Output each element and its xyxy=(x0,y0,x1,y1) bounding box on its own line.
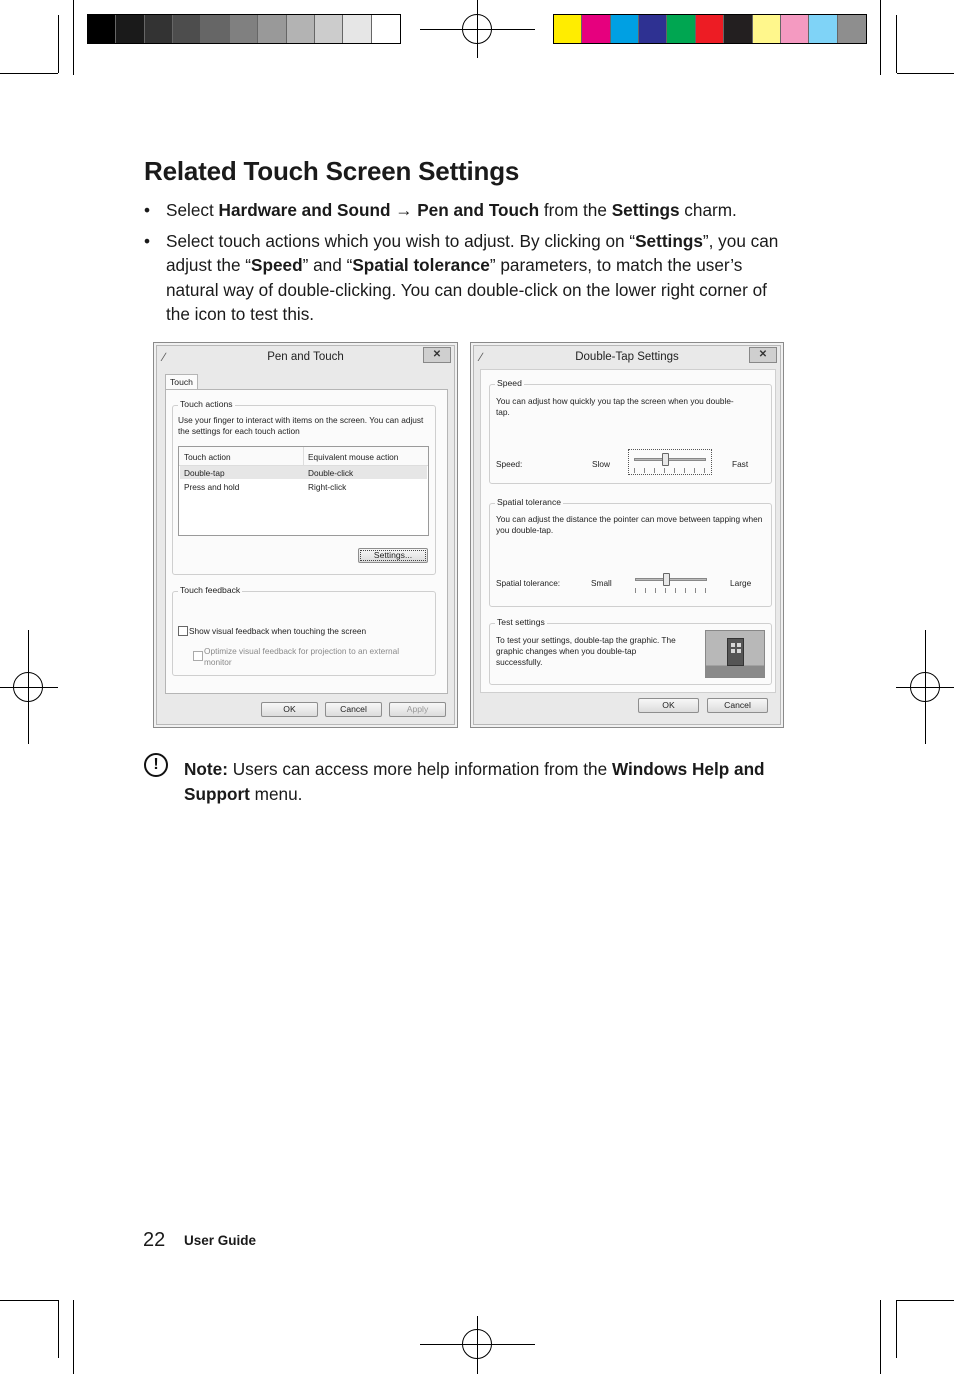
touch-actions-list[interactable] xyxy=(178,446,429,536)
door-window xyxy=(737,643,741,647)
spatial-tolerance-label: Spatial tolerance: xyxy=(496,578,561,588)
touch-actions-group xyxy=(172,399,436,575)
note-bold: Windows Help and Support xyxy=(184,759,765,804)
ok-button[interactable]: OK xyxy=(261,702,318,717)
bullet-list xyxy=(144,198,784,333)
speed-slider-ticks xyxy=(634,468,706,473)
double-tap-settings-window xyxy=(470,342,784,728)
door-window xyxy=(731,649,735,653)
pen-and-touch-window xyxy=(153,342,458,728)
door-window xyxy=(737,649,741,653)
color-swatch xyxy=(230,15,258,43)
color-swatch xyxy=(696,15,724,43)
test-settings-group xyxy=(489,617,772,685)
apply-button[interactable]: Apply xyxy=(389,702,446,717)
grayscale-color-bar xyxy=(87,14,401,44)
color-swatch xyxy=(287,15,315,43)
test-description: To test your settings, double-tap the graphic. The graphic changes when you double-tap successfully. xyxy=(496,635,676,667)
color-swatch xyxy=(343,15,371,43)
note-text xyxy=(184,757,784,807)
color-swatch xyxy=(838,15,866,43)
column-header[interactable]: Equivalent mouse action xyxy=(308,452,399,462)
color-swatch xyxy=(173,15,201,43)
group-label: Test settings xyxy=(497,617,545,627)
footer-label: User Guide xyxy=(184,1233,257,1248)
color-swatch xyxy=(201,15,229,43)
note-label: Note: xyxy=(184,759,228,779)
page-title: Related Touch Screen Settings xyxy=(144,156,520,186)
color-swatch xyxy=(582,15,610,43)
bullet-text: ” parameters, to match the user’s natural way of double-clicking. You can double-click on the lower right corner of the icon to test this. xyxy=(166,255,767,325)
spatial-max-label: Large xyxy=(730,578,752,588)
bullet-text: ” and “ xyxy=(302,255,353,276)
list-header xyxy=(179,447,428,466)
color-swatch xyxy=(116,15,144,43)
bullet-text: Select xyxy=(166,200,219,220)
table-row[interactable] xyxy=(180,466,427,479)
group-label: Spatial tolerance xyxy=(497,497,562,507)
row-action: Press and hold xyxy=(184,482,240,492)
bullet-text: charm. xyxy=(679,200,737,220)
spatial-slider-ticks xyxy=(635,588,707,593)
spatial-slider-thumb[interactable] xyxy=(663,573,670,586)
color-swatch xyxy=(88,15,116,43)
color-swatch xyxy=(753,15,781,43)
note-icon: ! xyxy=(144,753,168,777)
bullet-item-select-hardware xyxy=(144,198,784,223)
spatial-tolerance-group xyxy=(489,497,772,607)
optimize-feedback-checkbox[interactable] xyxy=(193,651,203,661)
test-door-graphic[interactable] xyxy=(705,630,765,678)
bullet-item-touch-actions xyxy=(144,229,784,327)
show-feedback-checkbox[interactable] xyxy=(178,626,188,636)
tab-panel xyxy=(165,389,448,694)
speed-max-label: Fast xyxy=(732,459,749,469)
bullet-bold: Hardware and Sound xyxy=(218,200,391,220)
color-swatch xyxy=(315,15,343,43)
speed-group xyxy=(489,378,772,484)
row-action: Double-tap xyxy=(184,468,225,478)
color-swatch xyxy=(611,15,639,43)
title-bar xyxy=(157,346,454,372)
bullet-text: Select touch actions which you wish to adjust. By clicking on “ xyxy=(166,230,636,251)
bullet-bold: Speed xyxy=(251,255,303,276)
close-icon: ✕ xyxy=(432,349,442,360)
bullet-bold: Settings xyxy=(635,230,703,251)
speed-min-label: Slow xyxy=(592,459,610,469)
color-swatch xyxy=(809,15,837,43)
cancel-button[interactable]: Cancel xyxy=(325,702,382,717)
speed-description: You can adjust how quickly you tap the screen when you double-tap. xyxy=(496,396,734,417)
touch-actions-description: Use your finger to interact with items on the screen. You can adjust the settings for each touch action xyxy=(178,415,424,436)
close-button[interactable] xyxy=(749,347,777,363)
color-swatch xyxy=(372,15,400,43)
window-title: Double-Tap Settings xyxy=(575,351,679,363)
settings-button[interactable]: Settings... xyxy=(358,548,428,563)
speed-slider-thumb[interactable] xyxy=(662,453,669,466)
color-swatch xyxy=(639,15,667,43)
table-row[interactable] xyxy=(180,480,427,493)
bullet-bold: Spatial tolerance xyxy=(352,255,490,276)
pen-icon: ∕ xyxy=(480,350,483,364)
settings-panel xyxy=(480,369,776,693)
note-body: Users can access more help information from the xyxy=(227,759,612,779)
bullet-text: from the xyxy=(539,200,612,220)
speed-slider-track[interactable] xyxy=(634,458,706,461)
note-body: menu. xyxy=(249,784,303,804)
optimize-feedback-label: Optimize visual feedback for projection to an external monitor xyxy=(204,646,400,667)
color-swatch xyxy=(554,15,582,43)
column-header[interactable]: Touch action xyxy=(184,452,231,462)
row-mouse: Right-click xyxy=(308,482,347,492)
spatial-slider-track[interactable] xyxy=(635,578,707,581)
column-divider xyxy=(303,447,304,465)
row-mouse: Double-click xyxy=(308,468,354,478)
close-icon: ✕ xyxy=(758,349,768,360)
group-label: Speed xyxy=(497,378,522,388)
bullet-text: → xyxy=(390,200,418,220)
close-button[interactable] xyxy=(423,347,451,363)
pen-icon: ∕ xyxy=(163,350,166,364)
door-icon xyxy=(727,638,744,666)
spatial-description: You can adjust the distance the pointer can move between tapping when you double-tap. xyxy=(496,514,763,535)
color-swatch xyxy=(781,15,809,43)
window-title: Pen and Touch xyxy=(267,351,344,363)
color-swatch xyxy=(145,15,173,43)
group-label: Touch feedback xyxy=(180,585,241,595)
touch-feedback-group xyxy=(172,585,436,676)
color-swatch xyxy=(258,15,286,43)
window-frame xyxy=(156,345,455,725)
show-feedback-label: Show visual feedback when touching the screen xyxy=(189,626,367,636)
page-number: 22 xyxy=(143,1229,166,1251)
color-swatch xyxy=(724,15,752,43)
spatial-min-label: Small xyxy=(591,578,612,588)
window-frame xyxy=(473,345,781,725)
bullet-bold: Pen and Touch xyxy=(417,200,540,220)
ok-button[interactable]: OK xyxy=(638,698,699,713)
cancel-button[interactable]: Cancel xyxy=(707,698,768,713)
door-window xyxy=(731,643,735,647)
bullet-bold: Settings xyxy=(611,200,680,220)
color-swatch xyxy=(667,15,695,43)
tab-touch[interactable]: Touch xyxy=(165,374,198,389)
bullet-text: ”, you can adjust the “ xyxy=(166,230,779,276)
group-label: Touch actions xyxy=(180,399,233,409)
speed-label: Speed: xyxy=(496,459,523,469)
cmyk-color-bar xyxy=(553,14,867,44)
